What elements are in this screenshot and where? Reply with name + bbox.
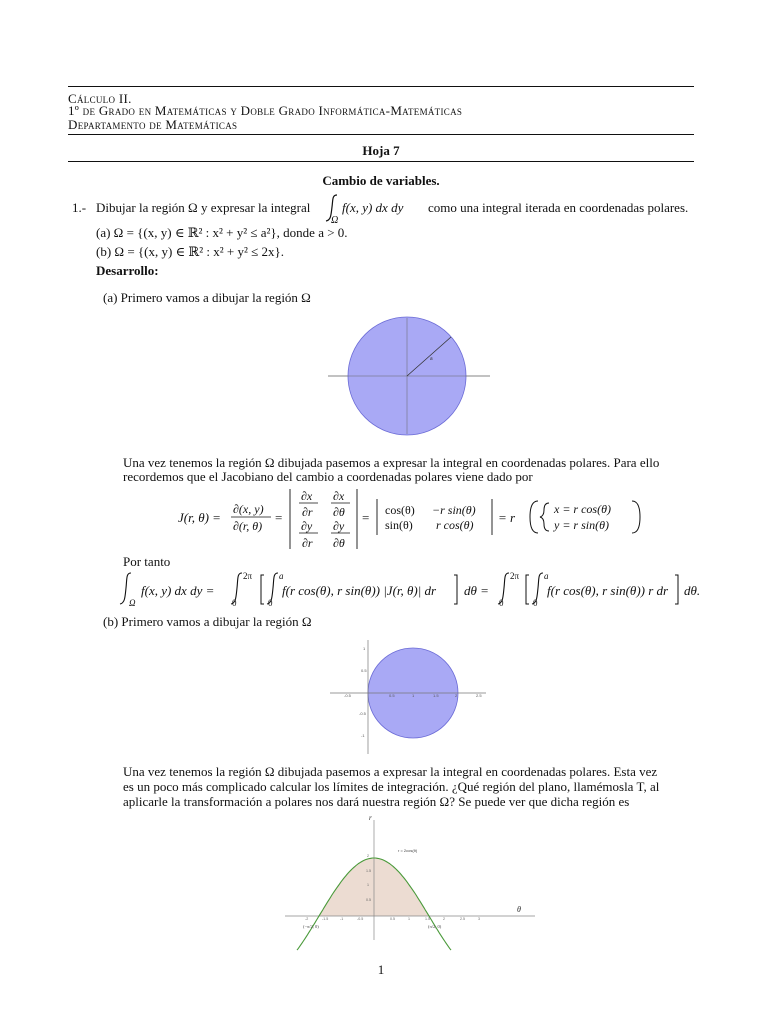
tick-th-neg15: -1.5	[322, 917, 329, 921]
tick-th-3: 3	[478, 917, 480, 921]
int4-lower: 0	[499, 598, 504, 608]
d22-num: ∂y	[333, 519, 345, 533]
solution-a-intro: (a) Primero vamos a dibujar la región Ω	[103, 290, 311, 305]
jacobian-frac-den: ∂(r, θ)	[233, 519, 263, 533]
tick-x-neg05: -0.5	[344, 693, 351, 698]
final-dtheta1: dθ =	[464, 583, 489, 598]
d12-den: ∂θ	[333, 505, 345, 519]
tick-th-2: 2	[443, 917, 445, 921]
region-T-figure	[285, 812, 535, 942]
bracket-left-2	[526, 575, 529, 604]
tick-th-05: 0.5	[390, 917, 395, 921]
radius-label: a	[430, 356, 433, 362]
d11-den: ∂r	[302, 505, 313, 519]
solution-b-para-line1: Una vez tenemos la región Ω dibujada pasemos a expresar la integral en coordenadas polares. Esta vez	[123, 764, 658, 779]
department-line: Departamento de Matemáticas	[68, 117, 238, 132]
final-lhs: f(x, y) dx dy =	[141, 583, 215, 598]
sys-outer-right-paren	[632, 501, 640, 533]
tick-x-15: 1.5	[433, 693, 439, 698]
jacobian-frac-num: ∂(x, y)	[233, 502, 264, 516]
page-number: 1	[377, 962, 385, 977]
int1-sub: Ω	[129, 598, 136, 608]
int2-lower: 0	[232, 598, 237, 608]
int5-lower: 0	[533, 598, 538, 608]
solution-a-para-line2: recordemos que el Jacobiano del cambio a coordenadas polares viene dado por	[123, 469, 533, 484]
tick-th-neg1: -1	[340, 917, 344, 921]
d21-den: ∂r	[302, 536, 313, 550]
sys-brace	[540, 503, 549, 531]
sys-outer-left-paren	[530, 501, 538, 533]
problem-number: 1.-	[72, 200, 87, 215]
por-tanto: Por tanto	[123, 554, 171, 569]
tick-r-2: 2	[367, 854, 369, 858]
tick-y-neg05: -0.5	[359, 711, 366, 716]
final-mid-body: f(r cos(θ), r sin(θ)) |J(r, θ)| dr	[282, 583, 437, 598]
tick-y-1: 1	[363, 646, 366, 651]
final-end-body: f(r cos(θ), r sin(θ)) r dr	[547, 583, 669, 598]
bracket-right-2	[675, 575, 678, 604]
integral-domain: Ω	[331, 215, 339, 226]
jacobian-eq2: =	[362, 510, 370, 525]
header-top-rule	[68, 86, 694, 87]
tick-y-neg1: -1	[361, 733, 365, 738]
integral-body: f(x, y) dx dy	[342, 200, 404, 215]
part-b-statement: (b) Ω = {(x, y) ∈ ℝ² : x² + y² ≤ 2x}.	[96, 244, 284, 259]
problem-text-before: Dibujar la región Ω y expresar la integral	[96, 200, 311, 215]
desarrollo-heading: Desarrollo:	[96, 263, 159, 278]
m22: r cos(θ)	[436, 518, 474, 532]
solution-b-para-line3: aplicarle la transformación a polares nos dará nuestra región Ω? Se puede ver que dicha región es	[123, 794, 630, 809]
tick-x-05: 0.5	[389, 693, 395, 698]
d12-num: ∂x	[333, 489, 345, 503]
problem-text-after: como una integral iterada en coordenadas polares.	[428, 200, 689, 215]
final-dtheta2: dθ.	[684, 583, 701, 598]
int5-upper: a	[544, 571, 549, 581]
d11-num: ∂x	[301, 489, 313, 503]
degree-line: 1º de Grado en Matemáticas y Doble Grado Informática-Matemáticas	[68, 103, 463, 118]
theta-axis-label: θ	[517, 905, 521, 914]
m11: cos(θ)	[385, 503, 415, 517]
left-point-label: (−π/2, 0)	[303, 924, 319, 929]
section-title: Cambio de variables.	[322, 173, 440, 188]
tick-th-25: 2.5	[460, 917, 465, 921]
jacobian-lhs: J(r, θ) =	[178, 510, 221, 525]
int2-upper: 2π	[243, 571, 253, 581]
sheet-title: Hoja 7	[362, 143, 400, 158]
tick-th-1: 1	[408, 917, 410, 921]
d21-num: ∂y	[301, 519, 313, 533]
int3-lower: 0	[268, 598, 273, 608]
curve-label: r = 2cos(θ)	[398, 848, 418, 853]
header-mid-rule	[68, 134, 694, 135]
solution-b-intro: (b) Primero vamos a dibujar la región Ω	[103, 614, 312, 629]
int4-upper: 2π	[510, 571, 520, 581]
tick-x-1: 1	[412, 693, 415, 698]
tick-r-05: 0.5	[366, 898, 371, 902]
tick-x-25: 2.5	[476, 693, 482, 698]
tick-y-05: 0.5	[361, 668, 367, 673]
bracket-right-1	[454, 575, 457, 604]
m12: −r sin(θ)	[432, 503, 476, 517]
disk-figure	[328, 318, 490, 434]
int3-upper: a	[279, 571, 284, 581]
tick-th-neg2: -2	[305, 917, 309, 921]
sys-eq1: x = r cos(θ)	[554, 502, 611, 516]
solution-a-para-line1: Una vez tenemos la región Ω dibujada pasemos a expresar la integral en coordenadas polares. Para ello	[123, 455, 660, 470]
solution-b-para-line2: es un poco más complicado calcular los límites de integración. ¿Qué región del plano, llamémosla T, al	[123, 779, 660, 794]
header-bottom-rule	[68, 161, 694, 162]
tick-th-neg05: -0.5	[357, 917, 364, 921]
tick-x-2: 2	[455, 693, 458, 698]
tick-r-1: 1	[367, 883, 369, 887]
tick-r-15: 1.5	[366, 869, 371, 873]
tick-th-15: 1.5	[425, 917, 430, 921]
sys-eq2: y = r sin(θ)	[554, 518, 609, 532]
shifted-disk-figure	[330, 640, 486, 754]
part-a-statement: (a) Ω = {(x, y) ∈ ℝ² : x² + y² ≤ a²}, donde a > 0.	[96, 225, 348, 240]
d22-den: ∂θ	[333, 536, 345, 550]
r-axis-label: r	[369, 814, 372, 822]
course-title: Cálculo II.	[68, 91, 132, 106]
jacobian-result: = r	[498, 510, 516, 525]
jacobian-equation	[170, 485, 650, 553]
jacobian-eq1: =	[275, 510, 283, 525]
bracket-left-1	[261, 575, 264, 604]
right-point-label: (π/2, 0)	[428, 924, 442, 929]
m21: sin(θ)	[385, 518, 413, 532]
iterated-integral-equation	[120, 570, 720, 612]
